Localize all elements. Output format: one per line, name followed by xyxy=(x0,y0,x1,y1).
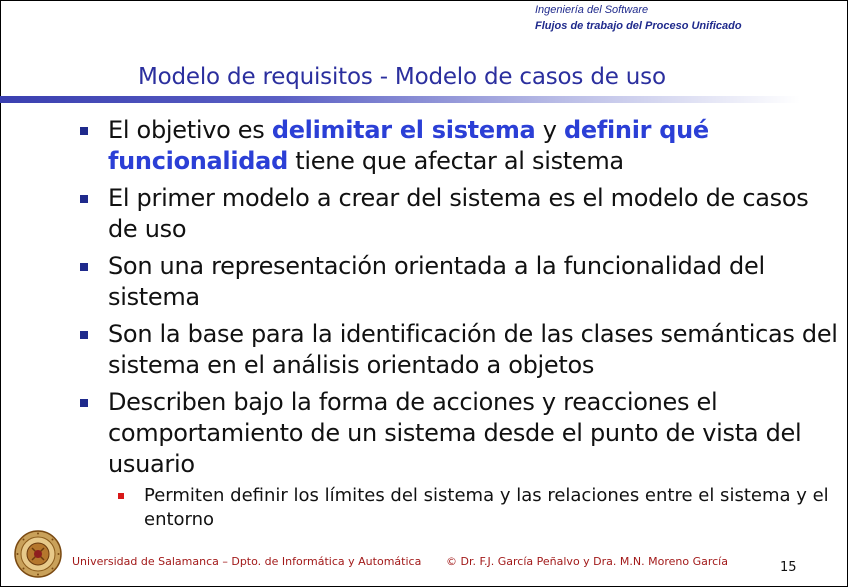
header-topic: Flujos de trabajo del Proceso Unificado xyxy=(535,20,742,32)
bullet-item xyxy=(78,251,838,313)
square-bullet-icon xyxy=(80,127,88,135)
bullet-list xyxy=(78,115,838,532)
square-bullet-icon xyxy=(80,331,88,339)
page-number: 15 xyxy=(780,560,797,575)
bullet-item xyxy=(78,387,838,480)
sub-bullet-text: Permiten definir los límites del sistema y las relaciones entre el sistema y el entorno xyxy=(144,485,829,530)
bullet-text: Son la base para la identificación de las clases semánticas del sistema en el análisis orientado a objetos xyxy=(108,320,838,379)
bullet-text-part: y xyxy=(535,116,564,144)
highlight-text: delimitar el sistema xyxy=(271,116,536,144)
bullet-item xyxy=(78,319,838,381)
bullet-text: El primer modelo a crear del sistema es el modelo de casos de uso xyxy=(108,184,809,243)
bullet-item xyxy=(78,183,838,245)
bullet-text-part: El objetivo es xyxy=(108,116,272,144)
red-square-bullet-icon xyxy=(118,493,124,499)
title-underline-bar xyxy=(0,96,800,103)
bullet-item xyxy=(78,115,838,177)
square-bullet-icon xyxy=(80,399,88,407)
header-subject: Ingeniería del Software xyxy=(535,4,649,16)
square-bullet-icon xyxy=(80,195,88,203)
slide-title: Modelo de requisitos - Modelo de casos de uso xyxy=(138,64,666,90)
footer-institution: Universidad de Salamanca – Dpto. de Informática y Automática xyxy=(72,555,422,568)
footer-authors: © Dr. F.J. García Peñalvo y Dra. M.N. Moreno García xyxy=(446,555,728,568)
highlight-text: definir qué funcionalidad xyxy=(108,116,709,175)
square-bullet-icon xyxy=(80,263,88,271)
sub-bullet-item xyxy=(108,484,838,532)
university-seal-logo xyxy=(14,530,62,578)
bullet-text: Son una representación orientada a la funcionalidad del sistema xyxy=(108,252,765,311)
bullet-text: Describen bajo la forma de acciones y reacciones el comportamiento de un sistema desde el punto de vista del usuario xyxy=(108,388,802,478)
slide-header xyxy=(535,2,742,34)
bullet-text-part: tiene que afectar al sistema xyxy=(287,147,624,175)
